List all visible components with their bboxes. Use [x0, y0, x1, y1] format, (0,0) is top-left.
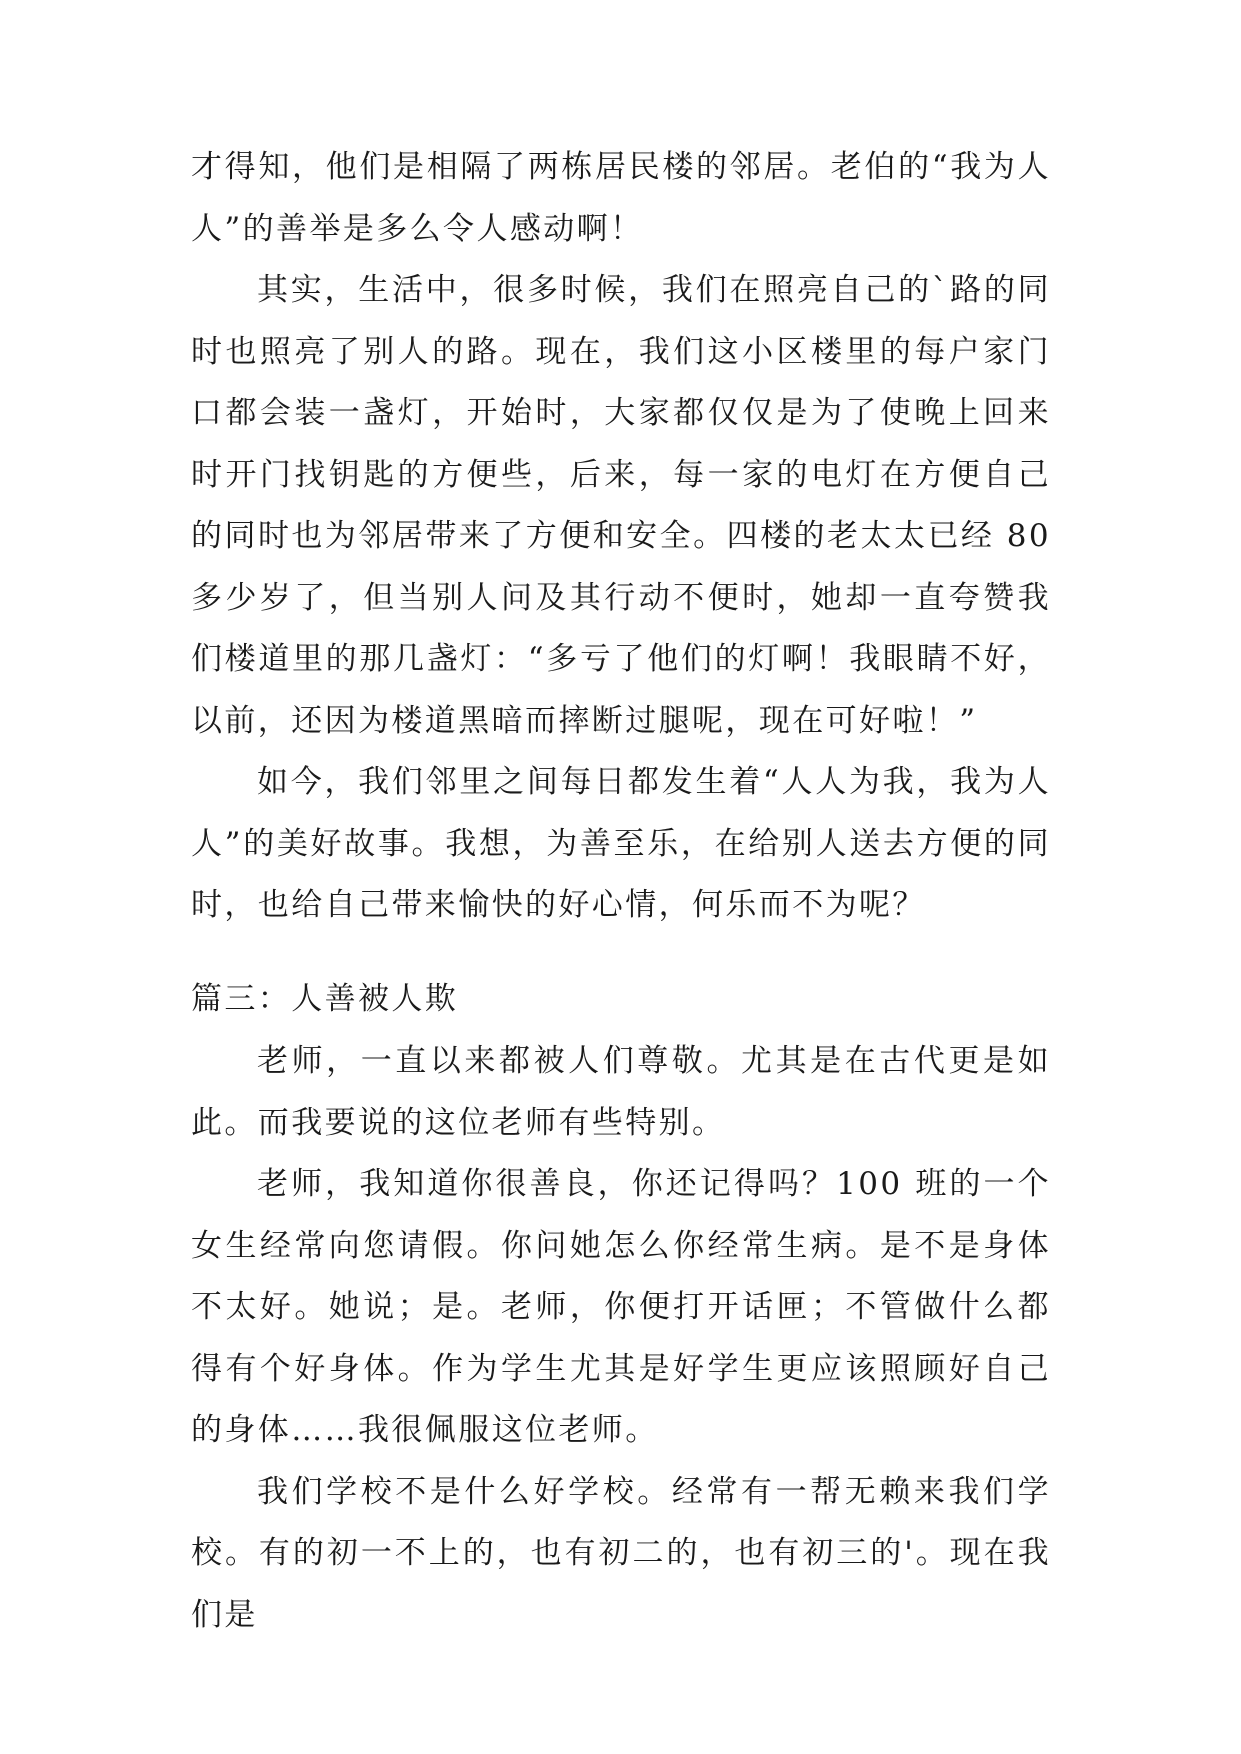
paragraph: 其实，生活中，很多时候，我们在照亮自己的`路的同时也照亮了别人的路。现在，我们这小区楼里的每户家门口都会装一盏灯，开始时，大家都仅仅是为了使晚上回来时开门找钥匙的方便些，后来，每一家的电灯在方便自己的同时也为邻居带来了方便和安全。四楼的老太太已经 80 多少岁了，但当别人问及其行动不便时，她却一直夸赞我们楼道里的那几盏灯：“多亏了他们的灯啊！我眼睛不好，以前，还因为楼道黑暗而摔断过腿呢，现在可好啦！”: [191, 272, 1051, 739]
section-heading: 篇三：人善被人欺: [191, 981, 459, 1017]
section-two-body: [191, 1031, 1051, 1646]
section-one-body: [191, 137, 1051, 937]
paragraph: 如今，我们邻里之间每日都发生着“人人为我，我为人人”的美好故事。我想，为善至乐，在给别人送去方便的同时，也给自己带来愉快的好心情，何乐而不为呢？: [191, 764, 1051, 923]
paragraph: 我们学校不是什么好学校。经常有一帮无赖来我们学校。有的初一不上的，也有初二的，也有初三的'。现在我们是: [191, 1473, 1051, 1633]
paragraph: 老师，一直以来都被人们尊敬。尤其是在古代更是如此。而我要说的这位老师有些特别。: [191, 1043, 1051, 1141]
paragraph-continuation: 才得知，他们是相隔了两栋居民楼的邻居。老伯的“我为人人”的善举是多么令人感动啊！: [191, 149, 1051, 247]
paragraph: 老师，我知道你很善良，你还记得吗？100 班的一个女生经常向您请假。你问她怎么你经常生病。是不是身体不太好。她说；是。老师，你便打开话匣；不管做什么都得有个好身体。作为学生尤其是好学生更应该照顾好自己的身体……我很佩服这位老师。: [191, 1166, 1051, 1448]
